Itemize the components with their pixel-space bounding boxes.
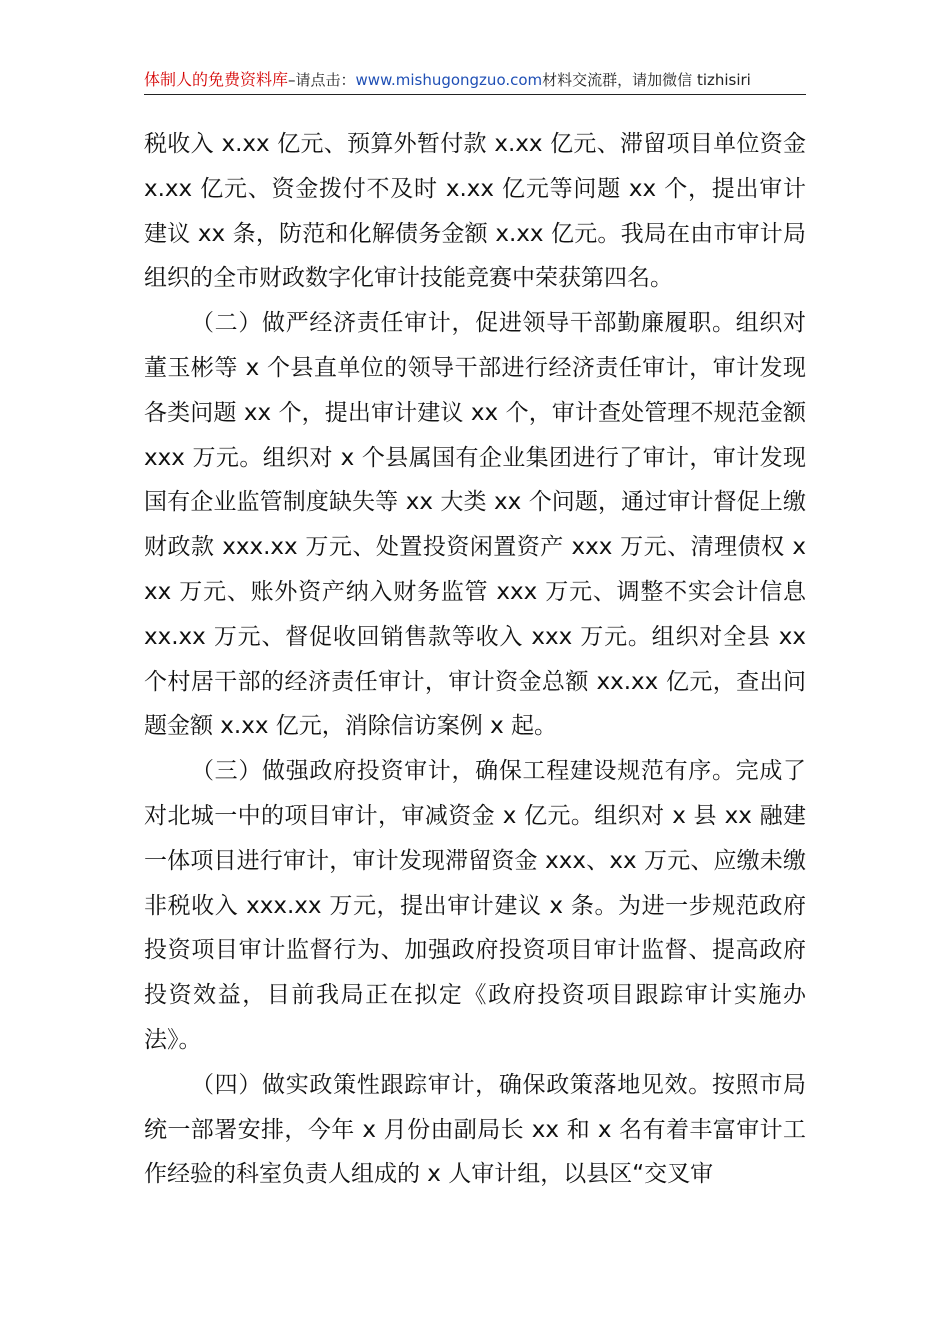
document-body: [144, 122, 806, 1197]
paragraph-government-investment-audit: （三）做强政府投资审计，确保工程建设规范有序。完成了对北城一中的项目审计，审减资金 x 亿元。组织对 x 县 xx 融建一体项目进行审计，审计发现滞留资金 xxx、xx 万元、应缴未缴非税收入 xxx.xx 万元，提出审计建议 x 条。为进一步规范政府投资项目审计监督行为、加强政府投资项目审计监督、提高政府投资效益，目前我局正在拟定《政府投资项目跟踪审计实施办法》。: [144, 758, 806, 1053]
header-prompt: –请点击：: [288, 71, 356, 89]
paragraph-continuation: 税收入 x.xx 亿元、预算外暂付款 x.xx 亿元、滞留项目单位资金 x.xx 亿元、资金拨付不及时 x.xx 亿元等问题 xx 个，提出审计建议 xx 条，防范和化解债务金额 x.xx 亿元。我局在由市审计局组织的全市财政数字化审计技能竞赛中荣获第四名。: [144, 131, 806, 292]
paragraph-policy-tracking-audit: （四）做实政策性跟踪审计，确保政策落地见效。按照市局统一部署安排，今年 x 月份由副局长 xx 和 x 名有着丰富审计工作经验的科室负责人组成的 x 人审计组，以县区“交叉审: [144, 1071, 806, 1188]
page-header: [144, 66, 806, 95]
header-brand: 体制人的免费资料库: [144, 70, 289, 89]
header-contact: 材料交流群，请加微信 tizhisiri: [542, 71, 751, 89]
paragraph-economic-responsibility-audit: （二）做严经济责任审计，促进领导干部勤廉履职。组织对董玉彬等 x 个县直单位的领导干部进行经济责任审计，审计发现各类问题 xx 个，提出审计建议 xx 个，审计查处管理不规范金额 xxx 万元。组织对 x 个县属国有企业集团进行了审计，审计发现国有企业监管制度缺失等 xx 大类 xx 个问题，通过审计督促上缴财政款 xxx.xx 万元、处置投资闲置资产 xxx 万元、清理债权 xxx 万元、账外资产纳入财务监管 xxx 万元、调整不实会计信息 xx.xx 万元、督促收回销售款等收入 xxx 万元。组织对全县 xx 个村居干部的经济责任审计，审计资金总额 xx.xx 亿元，查出问题金额 x.xx 亿元，消除信访案例 x 起。: [144, 310, 806, 740]
header-url-link[interactable]: www.mishugongzuo.com: [355, 71, 543, 89]
